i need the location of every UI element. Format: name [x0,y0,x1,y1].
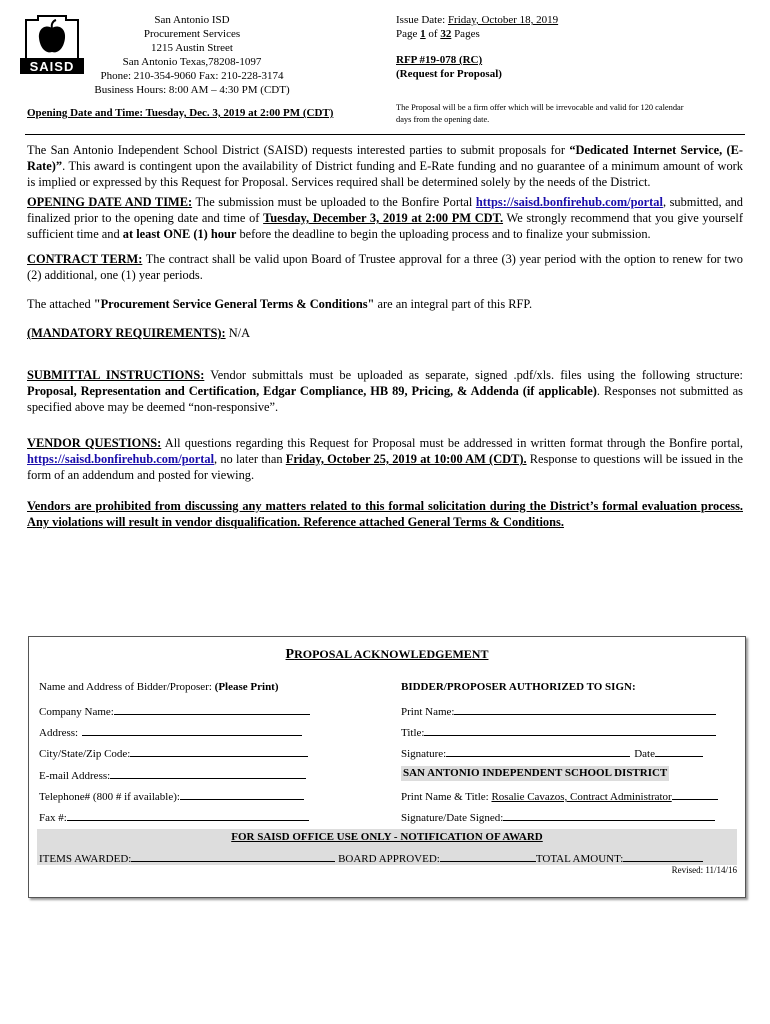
attached-paragraph: The attached "Procurement Service General Terms & Conditions" are an integral part of this RFP. [27,297,533,311]
questions-portal-link[interactable]: https://saisd.bonfirehub.com/portal [27,452,215,466]
questions-heading: VENDOR QUESTIONS: [27,436,162,450]
contract-heading: CONTRACT TERM: [27,252,143,266]
submittal-heading: SUBMITTAL INSTRUCTIONS: [27,368,205,382]
print-name-field[interactable]: Print Name: [401,703,716,719]
issue-block [396,13,736,81]
offer-note: The Proposal will be a firm offer which will be irrevocable and valid for 120 calendar days from the opening date. [396,103,684,124]
print-name-title-field: Print Name & Title: Rosalie Cavazos, Contract Administrator [401,788,718,804]
proposal-acknowledgement-box [28,636,746,898]
prohibited-notice: Vendors are prohibited from discussing any matters related to this formal solicitation during the District’s formal evaluation process. Any violations will result in vendor disqualification. Reference attached General Terms & Conditions. [27,499,743,529]
company-name-field[interactable]: Company Name: [39,703,310,719]
authorized-label: BIDDER/PROPOSER AUTHORIZED TO SIGN: [401,681,636,693]
bonfire-portal-link[interactable]: https://saisd.bonfirehub.com/portal [475,195,663,209]
opening-deadline: Tuesday, December 3, 2019 at 2:00 PM CDT. [263,211,504,225]
submittal-paragraph: SUBMITTAL INSTRUCTIONS: Vendor submittals must be uploaded as separate, signed .pdf/xls. files using the following structure: Proposal, Representation and Certification, Edgar Compliance, HB 89, Pricing, & Addenda (if applicable). Responses not submitted as specified above may be deemed “non-responsive”. [27,368,743,414]
district-name: SAN ANTONIO INDEPENDENT SCHOOL DISTRICT [403,767,668,779]
office-use-heading: FOR SAISD OFFICE USE ONLY - NOTIFICATION OF AWARD [231,831,543,843]
org-line: Phone: 210-354-9060 Fax: 210-228-3174 [100,70,284,82]
title-field[interactable]: Title: [401,724,716,740]
logo-text: SAISD [29,59,75,74]
issue-date: Friday, October 18, 2019 [447,14,559,26]
questions-deadline: Friday, October 25, 2019 at 10:00 AM (CDT). [285,452,527,466]
signature-date-field[interactable]: Signature/Date Signed: [401,809,715,825]
ack-title: PROPOSAL ACKNOWLEDGEMENT [285,647,489,662]
mandatory-paragraph: (MANDATORY REQUIREMENTS): N/A [27,326,251,340]
header-divider [25,134,745,135]
contract-paragraph: CONTRACT TERM: The contract shall be valid upon Board of Trustee approval for a three (3) year period with the option to renew for two (2) additional, one (1) year periods. [27,252,743,282]
signature-field[interactable]: Signature: Date [401,745,703,761]
mandatory-heading: (MANDATORY REQUIREMENTS): [27,326,226,340]
org-line: Business Hours: 8:00 AM – 4:30 PM (CDT) [94,84,290,96]
revised-date: Revised: 11/14/16 [671,865,737,875]
opening-date-line: Opening Date and Time: Tuesday, Dec. 3, 2019 at 2:00 PM (CDT) [27,107,334,119]
page-count-line: Page 1 of 32 Pages [396,28,480,40]
telephone-field[interactable]: Telephone# (800 # if available): [39,788,304,804]
rfp-number: RFP #19-078 (RC) [396,54,483,66]
org-line: 1215 Austin Street [151,42,233,54]
org-line: San Antonio Texas,78208-1097 [122,56,262,68]
city-state-zip-field[interactable]: City/State/Zip Code: [39,745,308,761]
opening-paragraph: OPENING DATE AND TIME: The submission must be uploaded to the Bonfire Portal https://saisd.bonfirehub.com/portal, submitted, and finalized prior to the opening date and time of Tuesday, December 3, 2019 at 2:00 PM CDT. We strongly recommend that you give yourself sufficient time and at least ONE (1) hour before the deadline to begin the uploading process and to finalize your submission. [27,195,744,241]
fax-field[interactable]: Fax #: [39,809,309,825]
opening-heading: OPENING DATE AND TIME: [27,195,193,209]
org-line: San Antonio ISD [154,14,230,26]
name-address-label: Name and Address of Bidder/Proposer: (Please Print) [39,681,279,693]
award-fields[interactable]: ITEMS AWARDED: BOARD APPROVED: TOTAL AMOUNT: [39,850,703,866]
office-use-panel [37,829,737,865]
intro-paragraph: The San Antonio Independent School District (SAISD) requests interested parties to submit proposals for “Dedicated Internet Service, (E-Rate)”. This award is contingent upon the availability of District funding and E-Rate funding and no guarantee of a minimum amount of work is implied or expressed by this Request for Proposal. Services required shall be determined solely by the needs of the District. [27,143,744,189]
org-address-block [88,13,296,97]
service-name: “Dedicated Internet Service, (E-Rate)” [27,143,744,173]
issue-date-line: Issue Date: Friday, October 18, 2019 [396,14,559,26]
email-field[interactable]: E-mail Address: [39,767,306,783]
rfp-type: (Request for Proposal) [396,68,502,80]
administrator-name: Rosalie Cavazos, Contract Administrator [491,791,672,803]
org-line: Procurement Services [143,28,241,40]
address-field[interactable]: Address: [39,724,302,740]
saisd-logo [18,14,86,78]
questions-paragraph: VENDOR QUESTIONS: All questions regarding this Request for Proposal must be addressed in written format through the Bonfire portal, https://saisd.bonfirehub.com/portal, no later than Friday, October 25, 2019 at 10:00 AM (CDT). Response to questions will be issued in the form of an addendum and posted for viewing. [27,436,744,482]
